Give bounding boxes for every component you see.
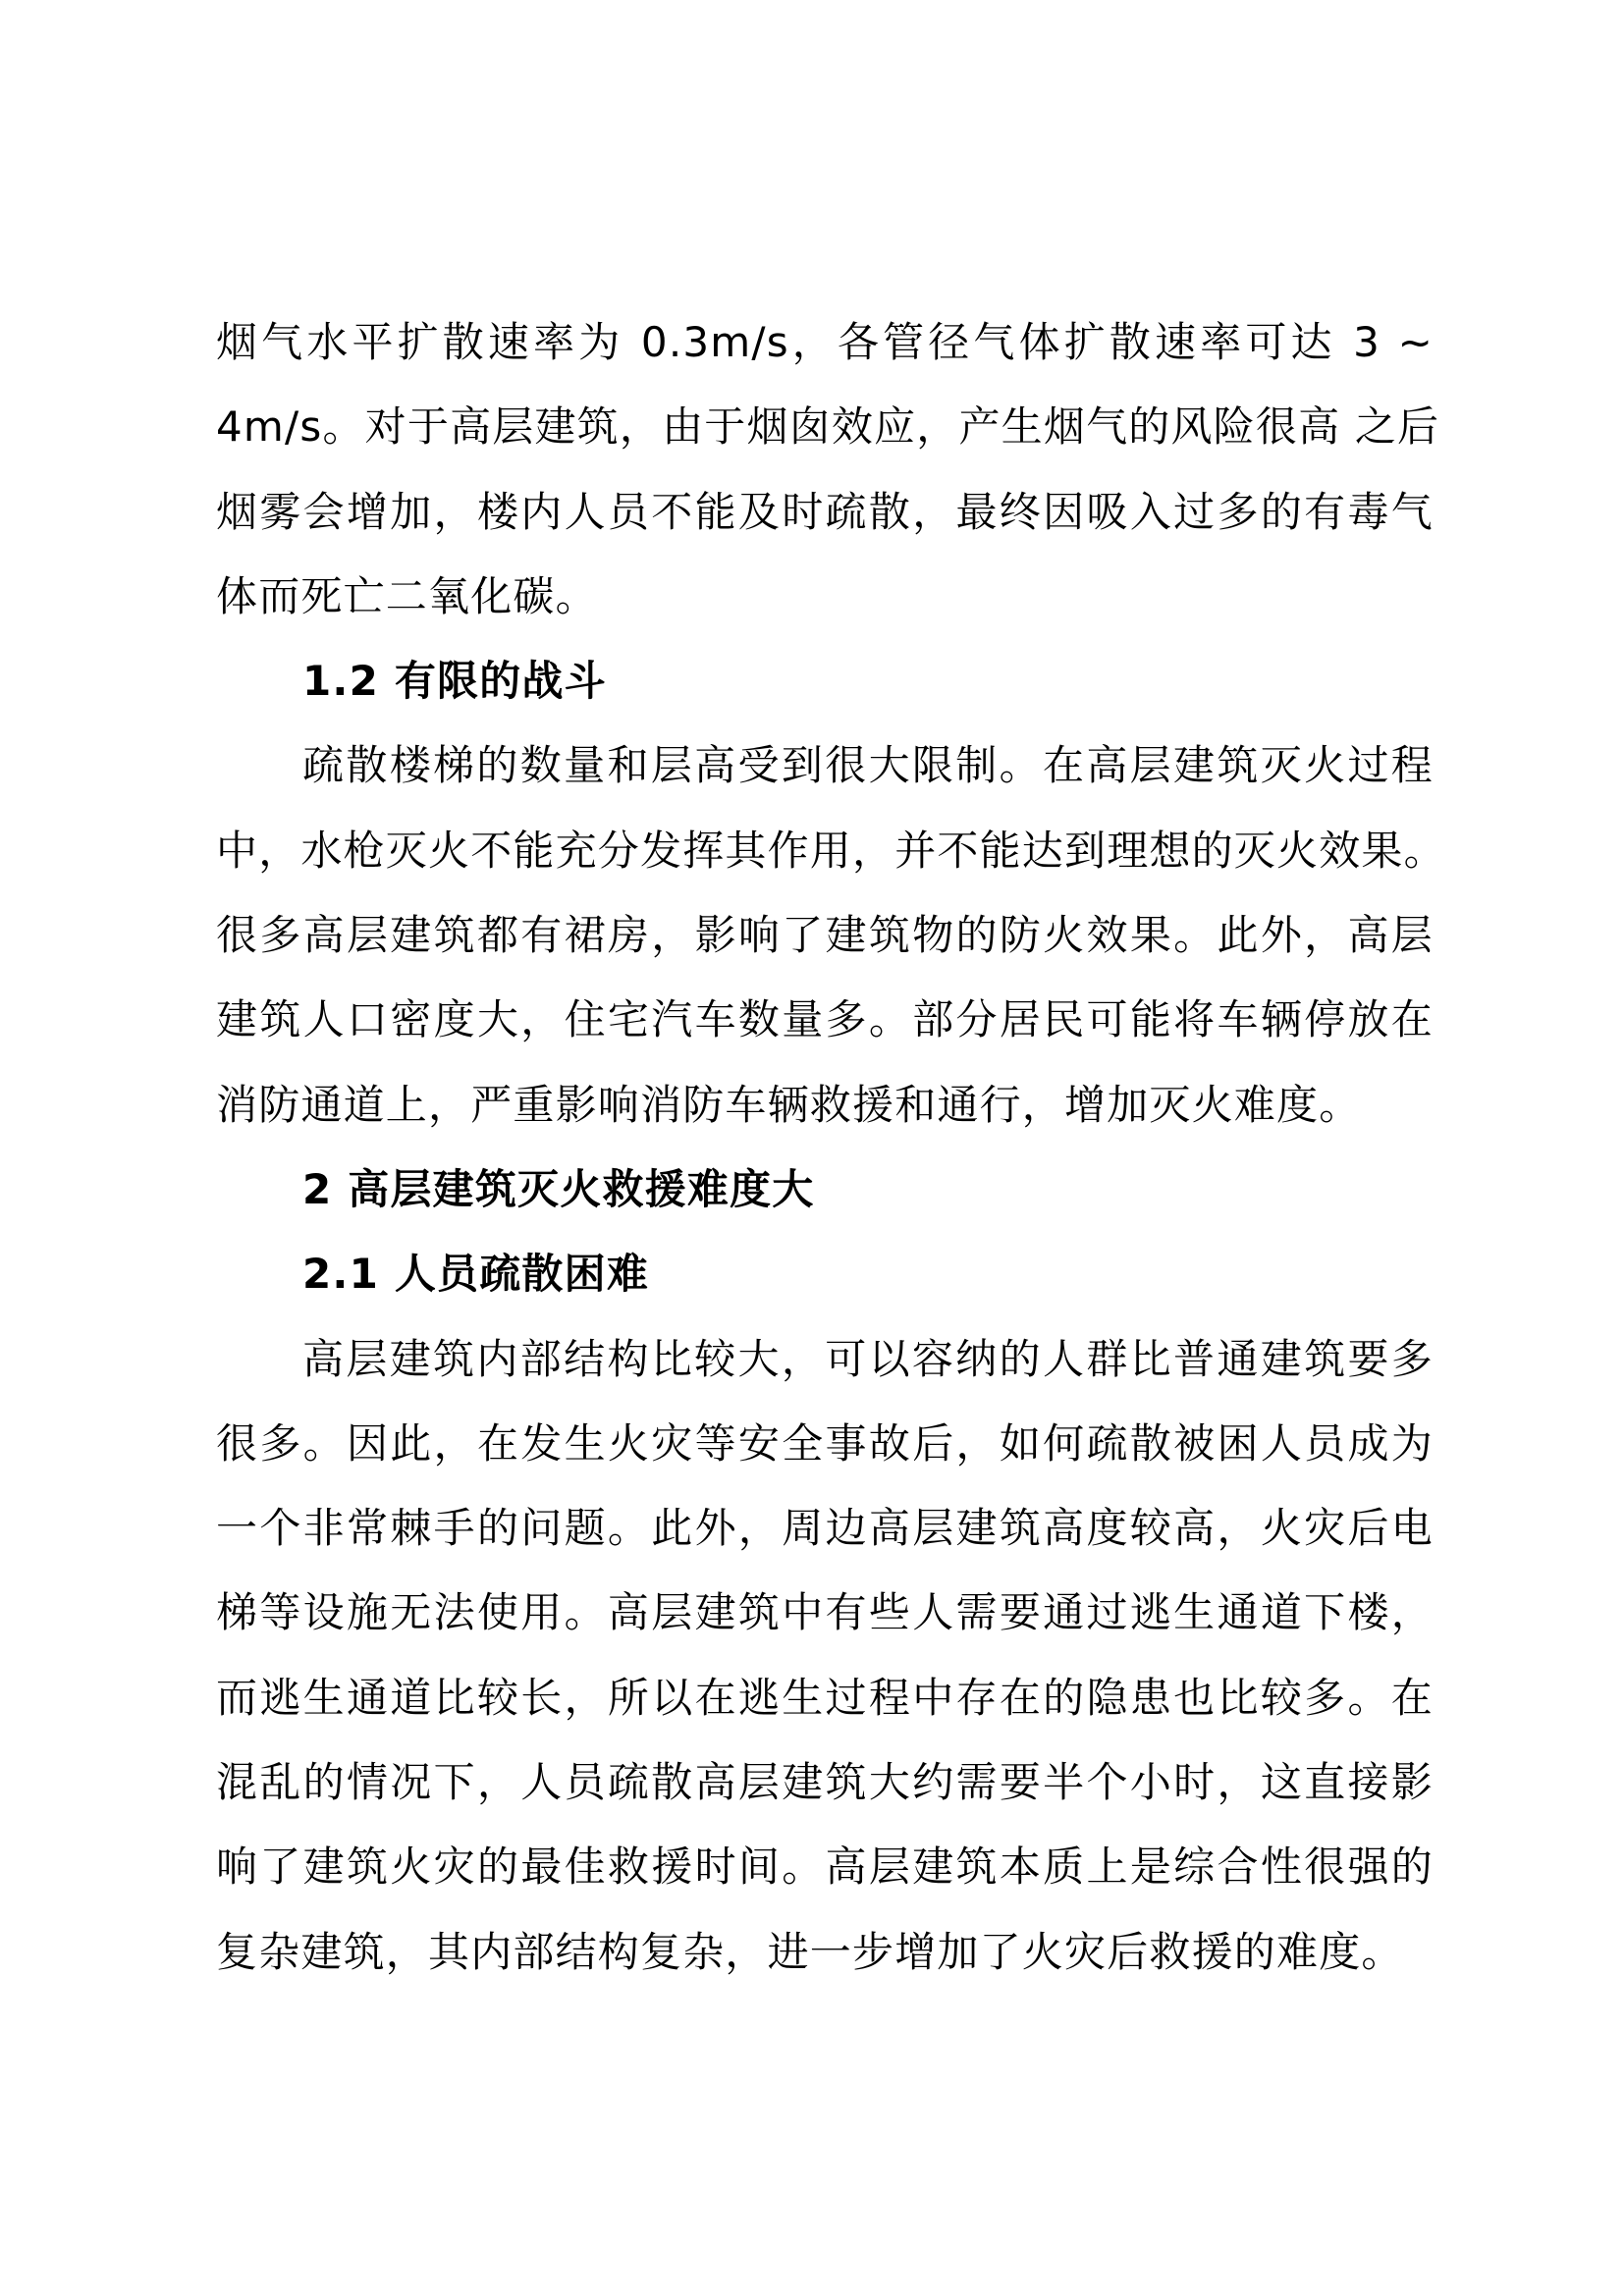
- section-heading-2-1: 2.1 人员疏散困难: [302, 1250, 650, 1299]
- text-line: 消防通道上，严重影响消防车辆救援和通行，增加灭火难度。: [216, 1080, 1362, 1129]
- paragraph: [216, 1317, 1434, 1995]
- text-line: 而逃生通道比较长，所以在逃生过程中存在的隐患也比较多。在: [216, 1673, 1434, 1722]
- text-line: 梯等设施无法使用。高层建筑中有些人需要通过逃生通道下楼，: [216, 1588, 1434, 1637]
- text-line: 烟气水平扩散速率为 0.3m/s，各管径气体扩散速率可达 3 ~: [216, 318, 1434, 366]
- paragraph-continued: [216, 300, 1440, 639]
- text-line: 建筑人口密度大，住宅汽车数量多。部分居民可能将车辆停放在: [216, 995, 1434, 1044]
- text-line: 疏散楼梯的数量和层高受到很大限制。在高层建筑灭火过程: [302, 741, 1434, 790]
- section-heading-2: 2 高层建筑灭火救援难度大: [302, 1164, 815, 1213]
- text-line: 4m/s。对于高层建筑，由于烟囱效应，产生烟气的风险很高 之后: [216, 402, 1440, 452]
- text-line: 很多高层建筑都有裙房，影响了建筑物的防火效果。此外，高层: [216, 911, 1434, 960]
- text-line: 高层建筑内部结构比较大，可以容纳的人群比普通建筑要多: [302, 1334, 1434, 1383]
- document-page: [216, 300, 1446, 1995]
- section-heading-1-2: 1.2 有限的战斗: [302, 657, 607, 706]
- text-line: 体而死亡二氧化碳。: [216, 571, 598, 620]
- text-line: 一个非常棘手的问题。此外，周边高层建筑高度较高，火灾后电: [216, 1504, 1434, 1553]
- text-line: 混乱的情况下，人员疏散高层建筑大约需要半个小时，这直接影: [216, 1758, 1434, 1807]
- text-line: 中，水枪灭火不能充分发挥其作用，并不能达到理想的灭火效果。: [216, 826, 1446, 875]
- paragraph: [216, 723, 1446, 1147]
- text-line: 烟雾会增加，楼内人员不能及时疏散，最终因吸入过多的有毒气: [216, 487, 1434, 536]
- text-line: 复杂建筑，其内部结构复杂，进一步增加了火灾后救援的难度。: [216, 1927, 1404, 1976]
- text-line: 响了建筑火灾的最佳救援时间。高层建筑本质上是综合性很强的: [216, 1842, 1434, 1892]
- text-line: 很多。因此，在发生火灾等安全事故后，如何疏散被困人员成为: [216, 1418, 1434, 1468]
